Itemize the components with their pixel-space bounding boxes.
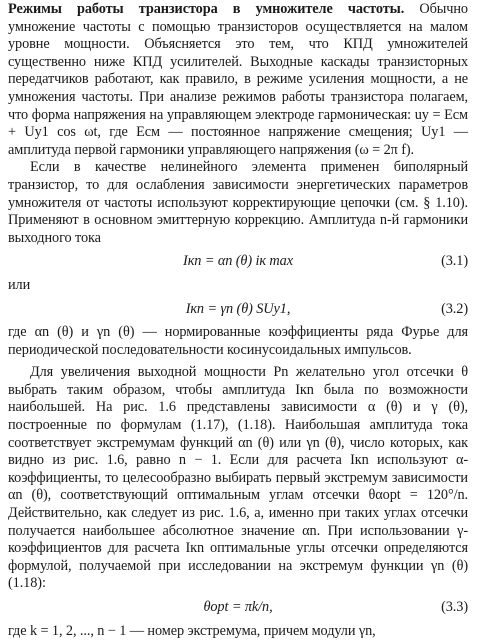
paragraph-intro xyxy=(8,1,468,159)
equation-number: (3.3) xyxy=(441,599,468,615)
equation-expression: Iкn = γn (θ) SUy1, xyxy=(185,300,291,317)
equation-expression: θopt = πk/n, xyxy=(203,599,273,615)
section-run-in-title: Режимы работы транзистора в умножителе частоты. xyxy=(8,1,405,17)
equation-3-2 xyxy=(8,301,468,319)
paragraph-bipolar: Если в качестве нелинейного элемента применен биполярный транзистор, то для ослабления зависимости энергетических параметров умножителя от частоты используют корректирующие цепочки (см. § 1.10). Применяют в основном эмиттерную коррекцию. Амплитуда n-й гармоники выходного тока xyxy=(8,159,468,246)
equation-number: (3.1) xyxy=(441,253,468,270)
equation-3-1 xyxy=(8,253,468,271)
paragraph-fourier: где αn (θ) и γn (θ) — нормированные коэффициенты ряда Фурье для периодической последовательности косинусоидальных импульсов. xyxy=(8,324,468,358)
intro-body: Обычно умножение частоты с помощью транзисторов осуществляется на малом уровне мощности. Объясняется это тем, что КПД умножителей существенно ниже КПД усилителей. Выходные каскады транзисторных передатчиков работают, как правило, в режиме усиления мощности, а не умножения частоты. При анализе режимов работы транзистора полагаем, что форма напряжения на управляющем электроде гармоническая: uy = Eсм + Uy1 cos ωt, где Eсм — постоянное напряжение смещения; Uy1 — амплитуда первой гармоники управляющего напряжения (ω = 2π f). xyxy=(8,1,468,158)
paragraph-output-power: Для увеличения выходной мощности Pn желательно угол отсечки θ выбрать таким образом, чтобы амплитуда Iкn была по возможности наибольшей. На рис. 1.6 представлены зависимости α (θ) и γ (θ), построенные по формулам (1.17), (1.18). Наибольшая амплитуда тока соответствует экстремумам функций αn (θ) или γn (θ), число которых, как видно из рис. 1.6, равно n − 1. Если для расчета Iкn используют α-коэффициенты, то целесообразно выбирать первый экстремум зависимости αn (θ), соответствующий оптимальным углам отсечки θαopt = 120°/n. Действительно, как следует из рис. 1.6, а, именно при таких углах отсечки получается наибольшее абсолютное значение αn. При использовании γ-коэффициентов для расчета Iкn оптимальные углы отсечки определяются формулой, получаемой при исследовании на экстремум функции γn (θ) (1.18): xyxy=(8,364,468,592)
equation-3-3 xyxy=(8,599,468,617)
paragraph-extremum-number: где k = 1, 2, ..., n − 1 — номер экстремума, причем модули γn, xyxy=(8,622,376,639)
equation-expression: Iкn = αn (θ) iк max xyxy=(183,253,293,270)
document-page xyxy=(0,1,477,639)
equation-number: (3.2) xyxy=(441,300,468,317)
connector-word: или xyxy=(8,276,31,293)
